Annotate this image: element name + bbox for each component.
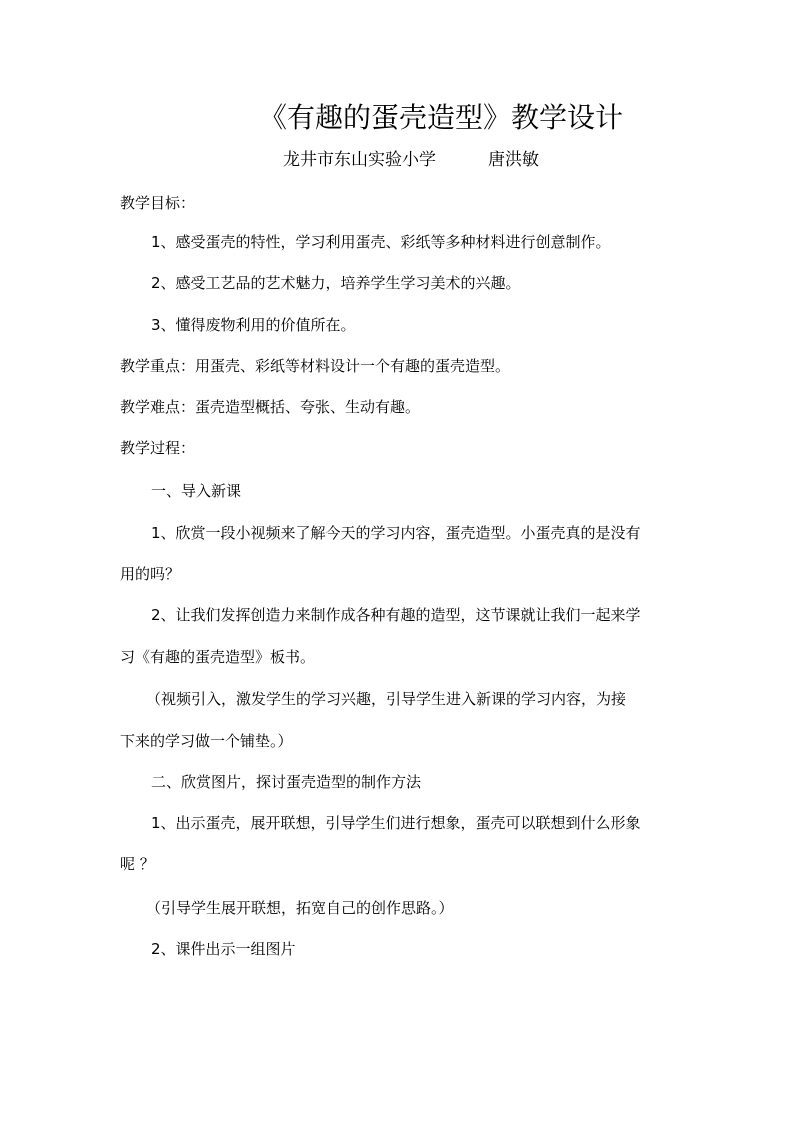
author-name: 唐洪敏 [488,150,539,170]
paragraph-line: 2、让我们发挥创造力来制作成各种有趣的造型，这节课就让我们一起来学 [151,606,641,624]
school-name: 龙井市东山实验小学 [283,150,436,170]
paragraph-line: 1、欣赏一段小视频来了解今天的学习内容，蛋壳造型。小蛋壳真的是没有 [151,524,641,542]
author-line [283,148,539,172]
paragraph-line: （引导学生展开联想，拓宽自己的创作思路。） [146,899,454,917]
paragraph-line: 2、感受工艺品的艺术魅力，培养学生学习美术的兴趣。 [151,274,521,292]
subsection-heading: 一、导入新课 [151,482,242,500]
paragraph-line: 呢 ？ [120,855,155,873]
section-heading-difficulties: 教学难点：蛋壳造型概括、夸张、生动有趣。 [120,398,421,416]
paragraph-line: （视频引入，激发学生的学习兴趣，引导学生进入新课的学习内容，为接 [146,690,627,708]
paragraph-line: 2、课件出示一组图片 [151,940,296,958]
section-heading-key-points: 教学重点：用蛋壳、彩纸等材料设计一个有趣的蛋壳造型。 [120,357,511,375]
section-heading-objectives: 教学目标： [120,194,196,212]
paragraph-line: 1、感受蛋壳的特性，学习利用蛋壳、彩纸等多种材料进行创意制作。 [151,233,611,251]
paragraph-line: 习《有趣的蛋壳造型》板书。 [120,648,316,666]
paragraph-line: 3、懂得废物利用的价值所在。 [151,316,356,334]
paragraph-line: 下来的学习做一个铺垫。） [120,732,293,750]
section-heading-process: 教学过程： [120,439,196,457]
document-title: 《有趣的蛋壳造型》教学设计 [258,101,623,134]
subsection-heading: 二、欣赏图片，探讨蛋壳造型的制作方法 [151,773,422,791]
paragraph-line: 用的吗？ [120,565,181,583]
paragraph-line: 1、出示蛋壳，展开联想，引导学生们进行想象，蛋壳可以联想到什么形象 [151,814,641,832]
